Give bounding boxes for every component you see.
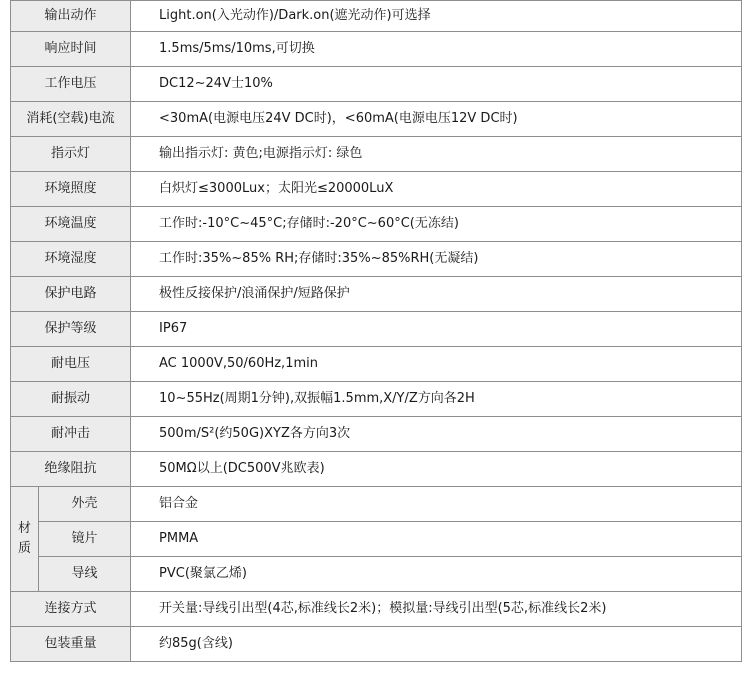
material-group-label — [11, 487, 39, 592]
row-value: 白炽灯≤3000Lux；太阳光≤20000LuX — [131, 172, 742, 207]
table-row — [11, 137, 742, 172]
table-row — [11, 207, 742, 242]
row-label: 环境湿度 — [11, 242, 131, 277]
table-row — [11, 487, 742, 522]
row-value: 极性反接保护/浪涌保护/短路保护 — [131, 277, 742, 312]
table-row — [11, 1, 742, 32]
table-row — [11, 382, 742, 417]
table-row — [11, 522, 742, 557]
row-label: 包装重量 — [11, 627, 131, 662]
row-value: 工作时:35%~85% RH;存储时:35%~85%RH(无凝结) — [131, 242, 742, 277]
material-sub-label: 导线 — [39, 557, 131, 592]
spec-table — [10, 0, 742, 662]
row-value: IP67 — [131, 312, 742, 347]
row-label: 输出动作 — [11, 1, 131, 32]
row-label: 指示灯 — [11, 137, 131, 172]
row-label: 保护电路 — [11, 277, 131, 312]
material-group-char: 质 — [17, 541, 31, 556]
row-value: 工作时:-10°C~45°C;存储时:-20°C~60°C(无冻结) — [131, 207, 742, 242]
row-value: 50MΩ以上(DC500V兆欧表) — [131, 452, 742, 487]
table-row — [11, 172, 742, 207]
row-label: 工作电压 — [11, 67, 131, 102]
row-label: 保护等级 — [11, 312, 131, 347]
row-label: 耐冲击 — [11, 417, 131, 452]
material-group-char: 材 — [17, 521, 31, 536]
material-sub-label: 镜片 — [39, 522, 131, 557]
row-value: 约85g(含线) — [131, 627, 742, 662]
row-label: 耐振动 — [11, 382, 131, 417]
row-value: Light.on(入光动作)/Dark.on(遮光动作)可选择 — [131, 1, 742, 32]
table-row — [11, 347, 742, 382]
row-label: 环境温度 — [11, 207, 131, 242]
table-row — [11, 242, 742, 277]
table-row — [11, 277, 742, 312]
row-label: 环境照度 — [11, 172, 131, 207]
material-sub-value: PMMA — [131, 522, 742, 557]
table-row — [11, 312, 742, 347]
row-label: 耐电压 — [11, 347, 131, 382]
row-value: 10~55Hz(周期1分钟),双振幅1.5mm,X/Y/Z方向各2H — [131, 382, 742, 417]
material-sub-label: 外壳 — [39, 487, 131, 522]
table-row — [11, 452, 742, 487]
row-value: <30mA(电源电压24V DC时)，<60mA(电源电压12V DC时) — [131, 102, 742, 137]
row-label: 绝缘阻抗 — [11, 452, 131, 487]
table-row — [11, 32, 742, 67]
table-row — [11, 557, 742, 592]
table-row — [11, 592, 742, 627]
row-label: 连接方式 — [11, 592, 131, 627]
table-row — [11, 67, 742, 102]
table-row — [11, 102, 742, 137]
row-label: 消耗(空载)电流 — [11, 102, 131, 137]
table-row — [11, 417, 742, 452]
row-value: DC12~24V士10% — [131, 67, 742, 102]
row-value: 1.5ms/5ms/10ms,可切换 — [131, 32, 742, 67]
material-sub-value: PVC(聚氯乙烯) — [131, 557, 742, 592]
table-row — [11, 627, 742, 662]
row-label: 响应时间 — [11, 32, 131, 67]
row-value: 开关量:导线引出型(4芯,标准线长2米)；模拟量:导线引出型(5芯,标准线长2米) — [131, 592, 742, 627]
row-value: AC 1000V,50/60Hz,1min — [131, 347, 742, 382]
material-sub-value: 铝合金 — [131, 487, 742, 522]
row-value: 输出指示灯: 黄色;电源指示灯: 绿色 — [131, 137, 742, 172]
row-value: 500m/S²(约50G)XYZ各方向3次 — [131, 417, 742, 452]
